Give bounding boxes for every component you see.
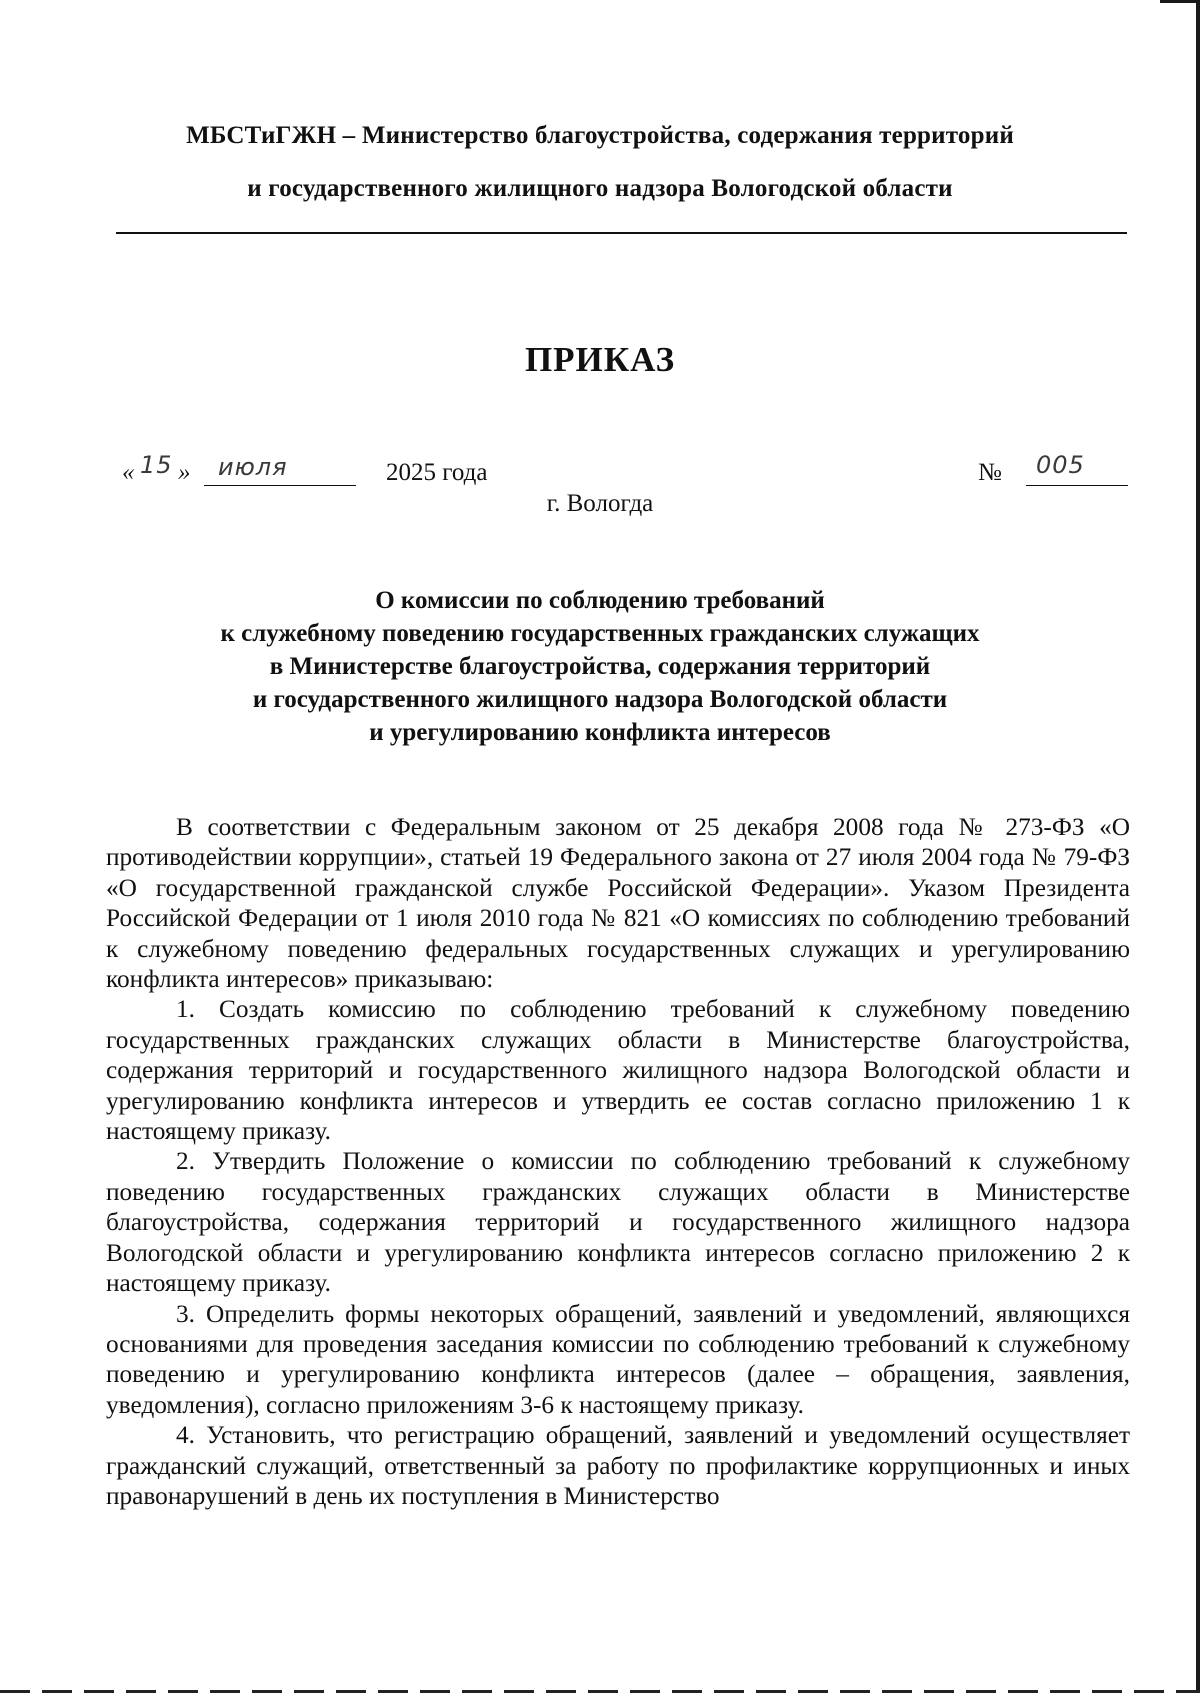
handwritten-day: 15 xyxy=(140,451,173,479)
scan-edge xyxy=(1160,0,1200,3)
header-divider xyxy=(116,232,1127,234)
document-title: ПРИКАЗ xyxy=(524,340,676,379)
city: г. Вологда xyxy=(546,490,654,517)
handwritten-number: 005 xyxy=(1036,451,1085,479)
subject-line: в Министерстве благоустройства, содержания территорий xyxy=(269,653,931,680)
order-body xyxy=(106,812,1130,1511)
number-label: № xyxy=(978,459,1002,486)
date-year: 2025 года xyxy=(386,459,488,486)
preamble-paragraph: В соответствии с Федеральным законом от 25 декабря 2008 года № 273-ФЗ «О противодействии коррупции», статьей 19 Федерального закона от 27 июля 2004 года № 79-ФЗ «О государственной гражданской службе Российской Федерации». Указом Президента Российской Федерации от 1 июля 2010 года № 821 «О комиссиях по соблюдению требований к служебному поведению федеральных государственных служащих и урегулированию конфликта интересов» приказываю: xyxy=(106,813,1130,994)
subject-line: и урегулированию конфликта интересов xyxy=(369,719,831,746)
date-number-row xyxy=(122,451,1132,491)
clause-1: 1. Создать комиссию по соблюдению требований к служебному поведению государственных гражданских служащих области в Министерстве благоустройства, содержания территорий и государственного жилищного надзора Вологодской области и урегулированию конфликта интересов и утвердить ее состав согласно приложению 1 к настоящему приказу. xyxy=(106,995,1130,1146)
subject-line: и государственного жилищного надзора Вологодской области xyxy=(252,686,948,713)
order-subject xyxy=(0,584,1200,749)
subject-line: О комиссии по соблюдению требований xyxy=(375,587,825,614)
scan-edge xyxy=(1196,0,1200,1693)
subject-line: к служебному поведению государственных гражданских служащих xyxy=(220,620,980,647)
open-quote: « xyxy=(122,459,135,486)
clause-4: 4. Установить, что регистрацию обращений, заявлений и уведомлений осуществляет гражданский служащий, ответственный за работу по профилактике коррупционных и иных правонарушений в день их поступления в Министерство xyxy=(106,1421,1130,1510)
clause-2: 2. Утвердить Положение о комиссии по соблюдению требований к служебному поведению государственных гражданских служащих области в Министерстве благоустройства, содержания территорий и государственного жилищного надзора Вологодской области и урегулированию конфликта интересов согласно приложению 2 к настоящему приказу. xyxy=(106,1147,1130,1298)
close-quote: » xyxy=(178,459,191,486)
header-line-2: и государственного жилищного надзора Вологодской области xyxy=(247,175,953,202)
clause-3: 3. Определить формы некоторых обращений, заявлений и уведомлений, являющихся основаниями для проведения заседания комиссии по соблюдению требований к служебному поведению и урегулированию конфликта интересов (далее – обращения, заявления, уведомления), согласно приложениям 3-6 к настоящему приказу. xyxy=(106,1299,1130,1419)
header-line-1: МБСТиГЖН – Министерство благоустройства, содержания территорий xyxy=(186,122,1014,149)
handwritten-month: июля xyxy=(218,453,288,481)
